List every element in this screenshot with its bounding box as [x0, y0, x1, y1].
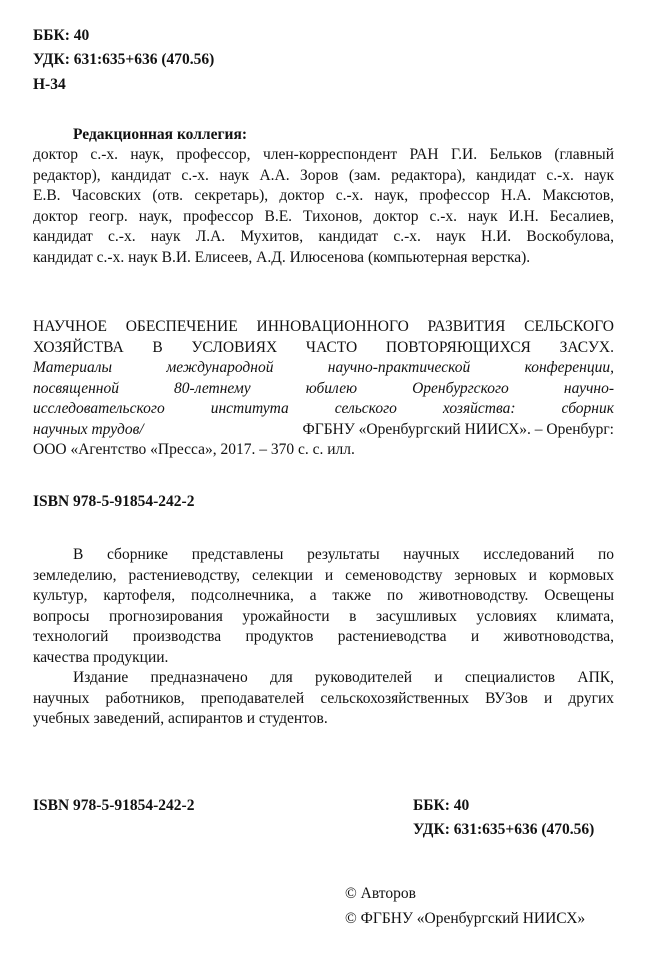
editorial-board-heading: Редакционная коллегия:	[73, 126, 248, 143]
editorial-line: редактор), кандидат с.-х. наук А.А. Зоров (зам. редактора), кандидат с.-х. наук	[33, 167, 614, 184]
editorial-line: доктор геогр. наук, профессор В.Е. Тихонов, доктор с.-х. наук И.Н. Бесалиев,	[33, 208, 614, 225]
copyright-publisher: © ФГБНУ «Оренбургский НИИСХ»	[345, 910, 586, 927]
abstract-line: вопросы прогнозирования урожайности в засушливых условиях климата,	[33, 608, 614, 625]
editorial-line: Е.В. Часовских (отв. секретарь), доктор с.-х. наук, профессор Н.А. Максютов,	[33, 187, 614, 204]
abstract-line: культур, картофеля, подсолнечника, а также по животноводству. Освещены	[33, 587, 614, 604]
footer-udk: УДК: 631:635+636 (470.56)	[413, 821, 595, 838]
bbk-code: ББК: 40	[33, 27, 90, 44]
book-title-line: ХОЗЯЙСТВА В УСЛОВИЯХ ЧАСТО ПОВТОРЯЮЩИХСЯ ЗАСУХ.	[33, 339, 614, 356]
publisher-info: ФГБНУ «Оренбургский НИИСХ». – Оренбург:	[302, 421, 614, 438]
book-subtitle-end: научных трудов/	[33, 421, 144, 438]
abstract-line: учебных заведений, аспирантов и студентов.	[33, 710, 328, 727]
publisher-line	[33, 420, 614, 440]
abstract-line: качества продукции.	[33, 649, 169, 666]
footer-isbn: ISBN 978-5-91854-242-2	[33, 797, 195, 814]
udk-code: УДК: 631:635+636 (470.56)	[33, 51, 215, 68]
copyright-authors: © Авторов	[345, 885, 416, 902]
abstract-line: В сборнике представлены результаты научных исследований по	[73, 546, 614, 563]
editorial-line: кандидат с.-х. наук В.И. Елисеев, А.Д. Илюсенова (компьютерная верстка).	[33, 249, 531, 266]
book-subtitle-line: Материалы международной научно-практической конференции,	[33, 359, 614, 376]
abstract-line: научных работников, преподавателей сельскохозяйственных ВУЗов и других	[33, 690, 614, 707]
imprint-line: ООО «Агентство «Пресса», 2017. – 370 с. с. илл.	[33, 441, 355, 458]
isbn: ISBN 978-5-91854-242-2	[33, 493, 195, 510]
book-subtitle-line: посвященной 80-летнему юбилею Оренбургского научно-	[33, 380, 614, 397]
editorial-line: кандидат с.-х. наук Л.А. Мухитов, кандидат с.-х. наук Н.И. Воскобулова,	[33, 228, 614, 245]
abstract-line: технологий производства продуктов растениеводства и животноводства,	[33, 628, 614, 645]
abstract-line: земледелию, растениеводству, селекции и семеноводству зерновых и кормовых	[33, 567, 614, 584]
author-sign-code: Н-34	[33, 76, 66, 93]
book-subtitle-line: исследовательского института сельского хозяйства: сборник	[33, 400, 614, 417]
book-title-line: НАУЧНОЕ ОБЕСПЕЧЕНИЕ ИННОВАЦИОННОГО РАЗВИТИЯ СЕЛЬСКОГО	[33, 318, 614, 335]
footer-bbk: ББК: 40	[413, 797, 470, 814]
abstract-line: Издание предназначено для руководителей и специалистов АПК,	[73, 669, 614, 686]
editorial-line: доктор с.-х. наук, профессор, член-корреспондент РАН Г.И. Бельков (главный	[33, 146, 614, 163]
